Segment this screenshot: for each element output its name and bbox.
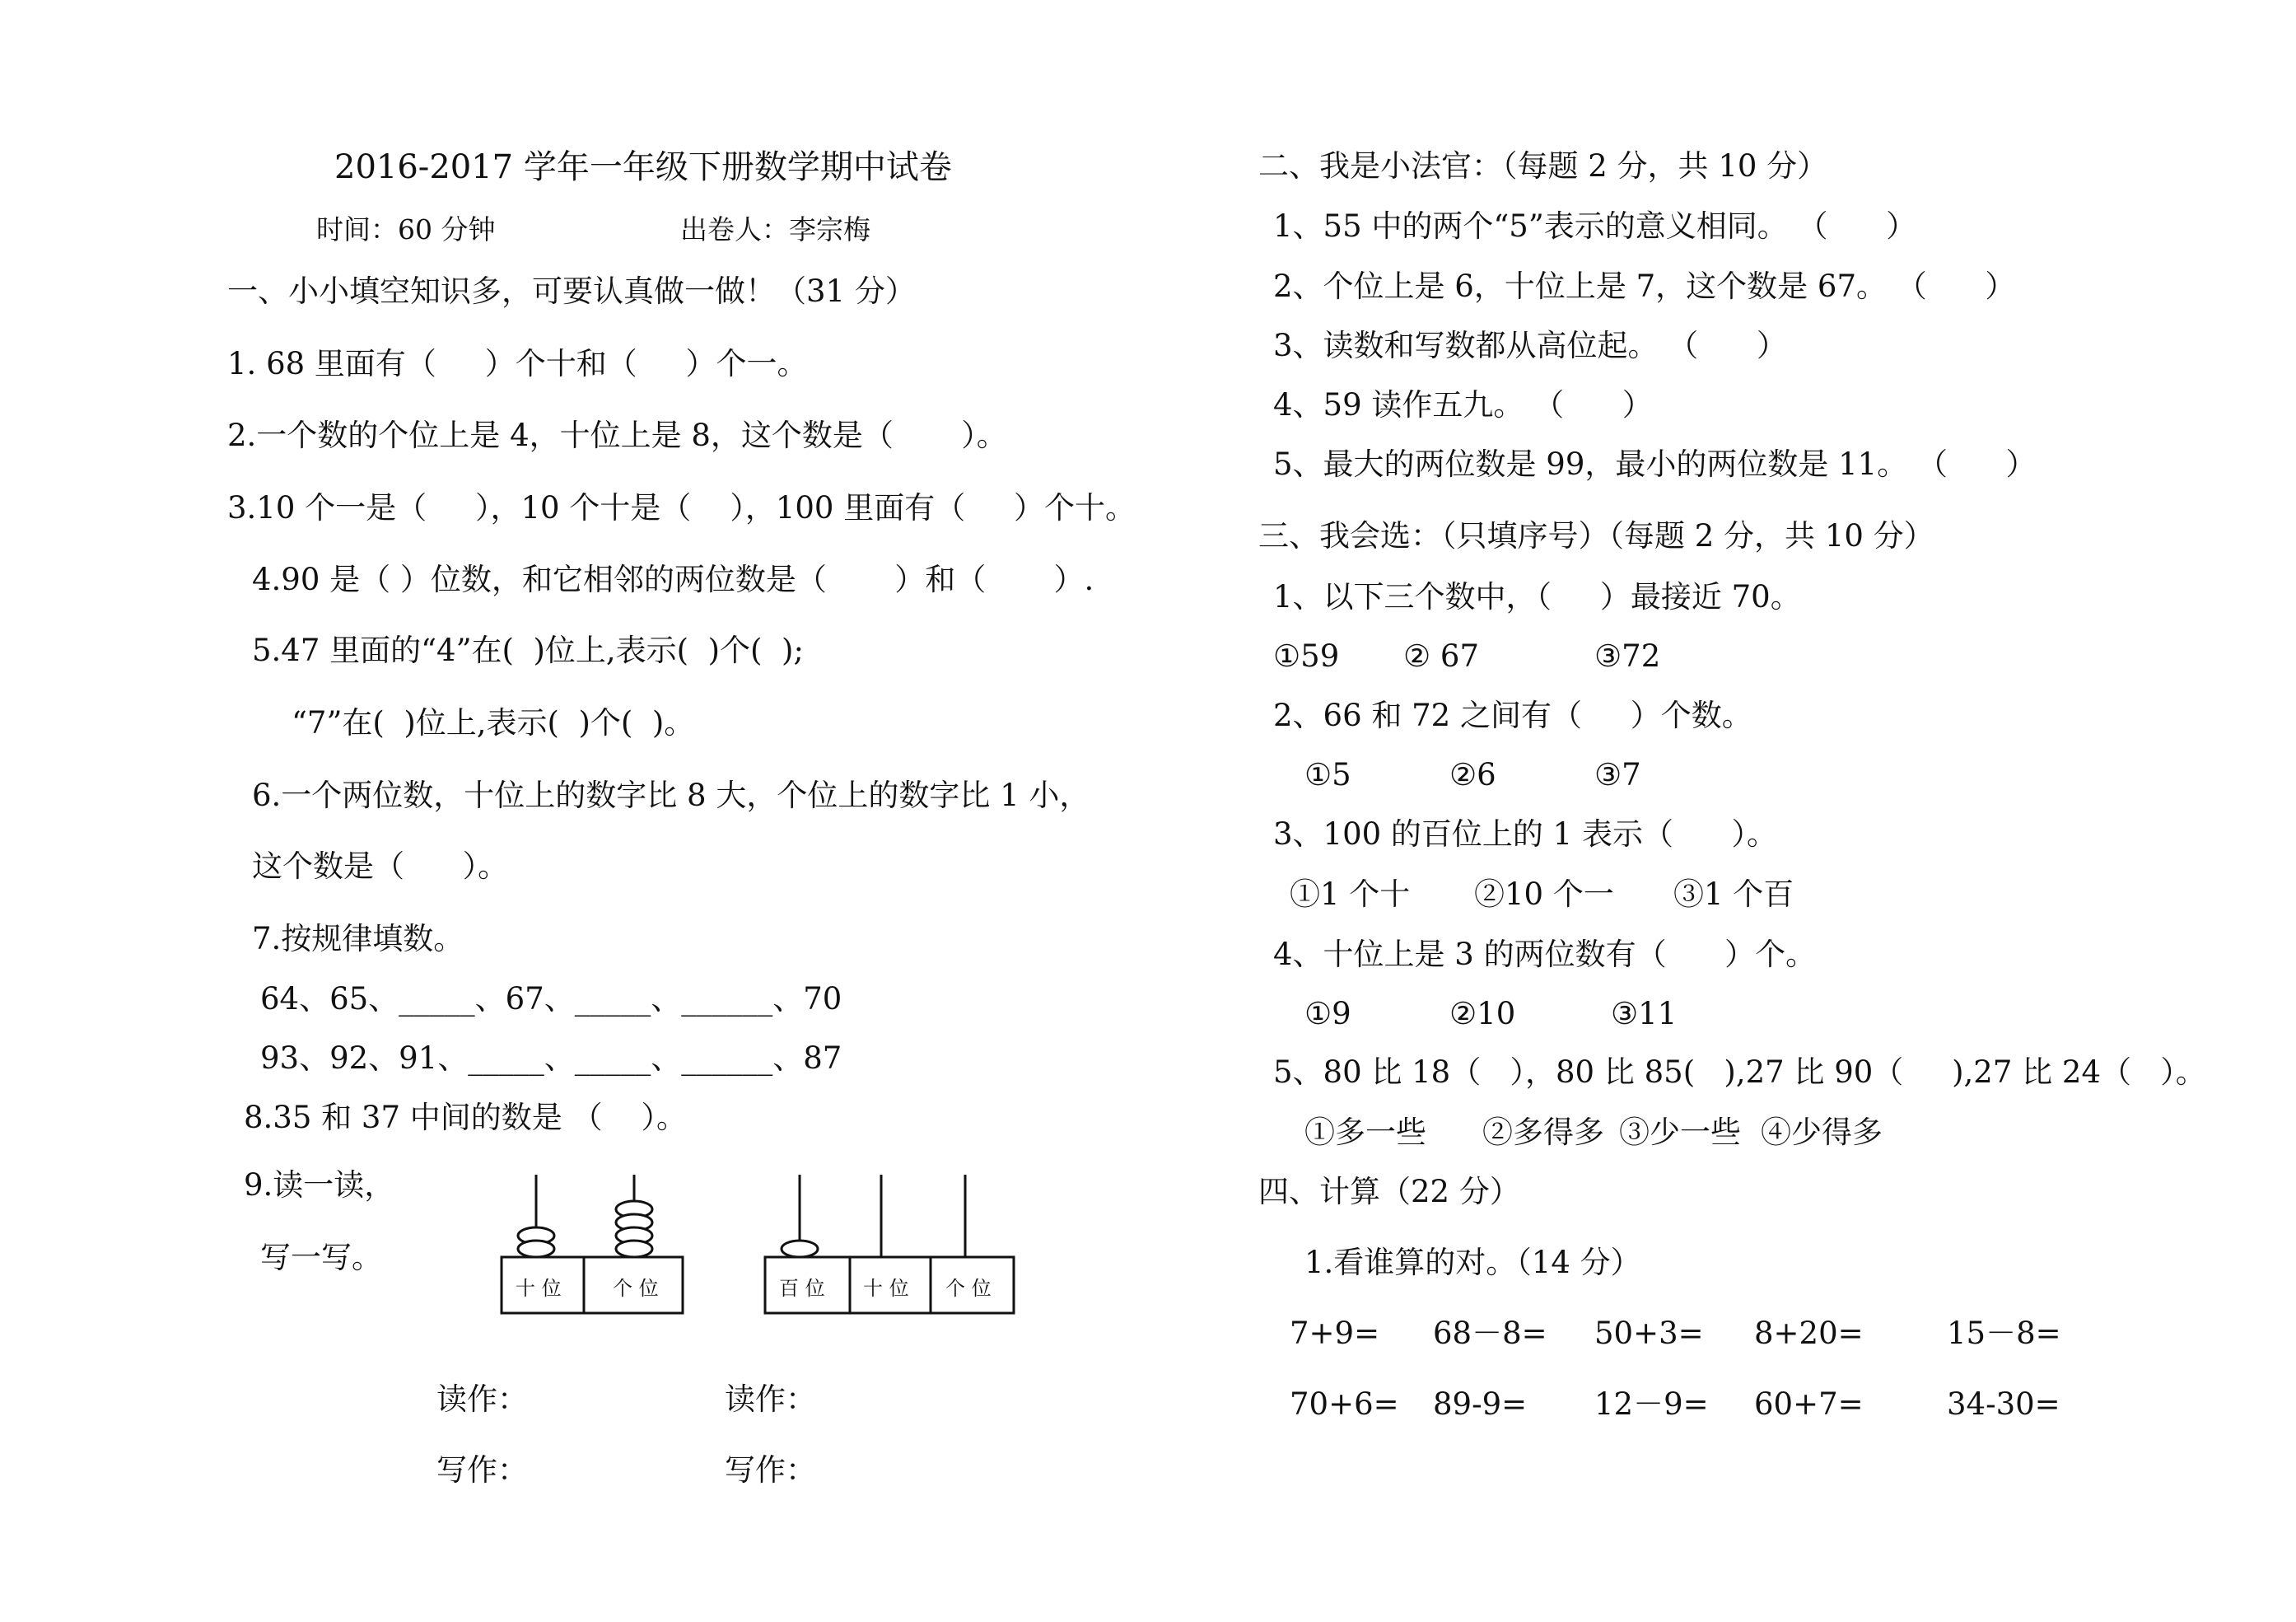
s1-question-8: 8.35 和 37 中间的数是 （ ）。 [244,1100,688,1135]
s3-q3-option-2: ②10 个一 [1474,876,1614,912]
calc-r1-c3: 50+3= [1594,1316,1704,1351]
section4-heading: 四、计算（22 分） [1258,1174,1520,1209]
s3-q2-option-1: ①5 [1304,757,1351,792]
s2-item-2: 2、个位上是 6，十位上是 7，这个数是 67。 （ ） [1273,269,2016,304]
s3-q1-option-3: ③72 [1594,638,1661,674]
s1-question-1: 1. 68 里面有（ ）个十和（ ）个一。 [227,346,808,381]
calc-r2-c5: 34-30= [1947,1386,2060,1422]
s3-q2-option-3: ③7 [1594,757,1641,792]
s1-question-5b: “7”在( )位上,表示( )个( )。 [292,705,695,741]
s3-q5-option-1: ①多一些 [1304,1115,1426,1150]
s3-question-1: 1、以下三个数中，（ ）最接近 70。 [1273,579,1801,615]
s1-question-6b: 这个数是（ ）。 [252,848,509,884]
s3-q5-option-2: ②多得多 [1482,1115,1604,1150]
section3-heading: 三、我会选：（只填序号）（每题 2 分，共 10 分） [1258,518,1934,554]
s3-q1-option-2: ② 67 [1403,638,1480,674]
write-as-2: 写作： [725,1452,816,1488]
s3-q4-option-2: ②10 [1449,996,1516,1031]
section2-heading: 二、我是小法官：（每题 2 分，共 10 分） [1258,148,1828,184]
write-as-1: 写作： [436,1452,528,1488]
read-as-1: 读作： [436,1381,528,1417]
s3-q1-option-1: ①59 [1273,638,1340,674]
s1-question-6a: 6.一个两位数，十位上的数字比 8 大，个位上的数字比 1 小， [252,778,1090,813]
calc-r1-c5: 15－8= [1947,1316,2061,1351]
s2-item-3: 3、读数和写数都从高位起。 （ ） [1273,328,1787,363]
abacus-1-label-ones: 个 位 [613,1277,659,1300]
abacus-2-bead-hundreds [782,1241,818,1257]
s1-question-5a: 5.47 里面的“4”在( )位上,表示( )个( ); [252,633,804,668]
calc-r2-c1: 70+6= [1290,1386,1399,1422]
s3-q3-option-3: ③1 个百 [1673,876,1794,912]
calc-r1-c2: 68－8= [1433,1316,1547,1351]
s1-question-9b: 写一写。 [260,1240,382,1275]
s2-item-4: 4、59 读作五九。 （ ） [1273,387,1653,423]
s1-question-7: 7.按规律填数。 [252,921,464,956]
exam-author: 出卷人：李宗梅 [680,213,870,245]
calc-r2-c4: 60+7= [1754,1386,1864,1422]
s1-question-4: 4.90 是（ ）位数，和它相邻的两位数是（ ）和（ ）. [252,562,1094,597]
s2-item-5: 5、最大的两位数是 99，最小的两位数是 11。 （ ） [1273,446,2037,482]
abacus-1-beads-tens [518,1227,554,1257]
s3-q4-option-1: ①9 [1304,996,1351,1031]
exam-time: 时间：60 分钟 [316,213,496,245]
read-as-2: 读作： [725,1381,816,1417]
s1-question-2: 2.一个数的个位上是 4，十位上是 8，这个数是（ ）。 [227,418,1007,453]
page-title: 2016-2017 学年一年级下册数学期中试卷 [334,148,952,186]
calc-r2-c2: 89-9= [1433,1386,1528,1422]
s1-question-9a: 9.读一读， [244,1167,395,1203]
abacus-2-label-hundreds: 百 位 [779,1277,825,1300]
s4-subheading: 1.看谁算的对。（14 分） [1304,1245,1641,1280]
s3-q5-option-3: ③少一些 [1619,1115,1741,1150]
s3-question-2: 2、66 和 72 之间有（ ）个数。 [1273,698,1752,733]
s3-q4-option-3: ③11 [1611,996,1678,1031]
s1-question-7-row2: 93、92、91、_____、_____、______、87 [260,1040,842,1076]
calc-r2-c3: 12－9= [1594,1386,1709,1422]
calc-r1-c1: 7+9= [1290,1316,1380,1351]
s3-question-5: 5、80 比 18（ ），80 比 85( ),27 比 90（ ),27 比 24（ ）。 [1273,1054,2206,1090]
section1-heading: 一、小小填空知识多，可要认真做一做！（31 分） [227,273,916,309]
s3-q5-option-4: ④少得多 [1761,1115,1883,1150]
abacus-1-beads-ones [616,1201,652,1257]
s1-question-3: 3.10 个一是（ ），10 个十是（ ），100 里面有（ ）个十。 [227,490,1136,526]
s3-question-4: 4、十位上是 3 的两位数有（ ）个。 [1273,937,1817,972]
s3-q3-option-1: ①1 个十 [1290,876,1411,912]
abacus-2-label-ones: 个 位 [945,1277,992,1300]
s3-q2-option-2: ②6 [1449,757,1496,792]
calc-r1-c4: 8+20= [1754,1316,1864,1351]
s1-question-7-row1: 64、65、_____、67、_____、______、70 [260,981,842,1017]
abacus-1-label-tens: 十 位 [516,1277,562,1300]
s2-item-1: 1、55 中的两个“5”表示的意义相同。 （ ） [1273,208,1917,244]
abacus-2-label-tens: 十 位 [863,1277,909,1300]
s3-question-3: 3、100 的百位上的 1 表示（ ）。 [1273,816,1778,852]
